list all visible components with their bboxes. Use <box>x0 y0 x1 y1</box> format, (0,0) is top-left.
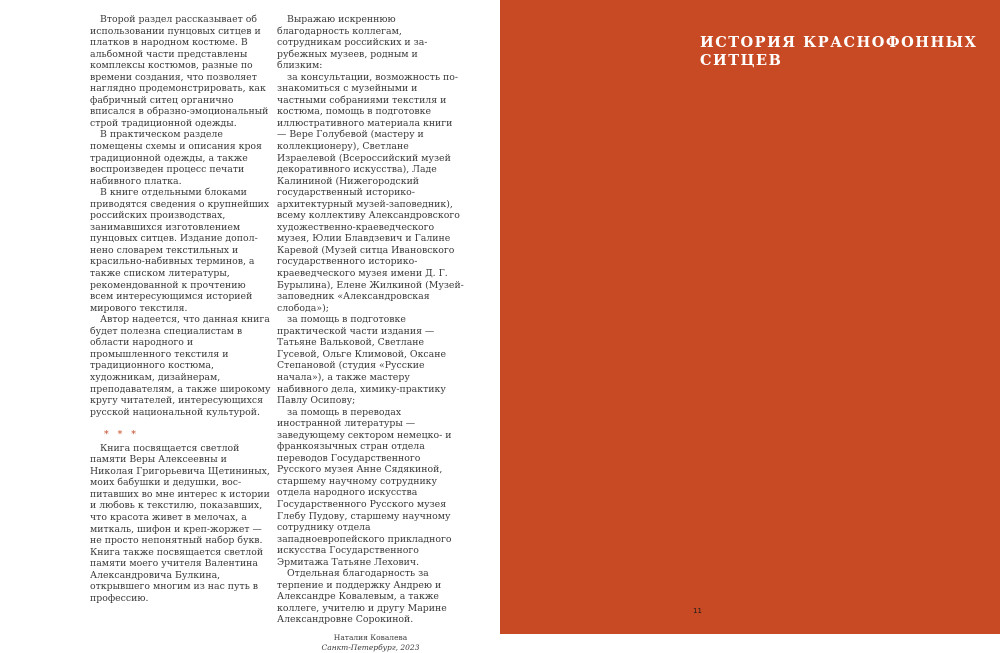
signature-place-date: Санкт-Петербург, 2023 <box>321 642 420 652</box>
chapter-title: ИСТОРИЯ КРАСНОФОННЫХ СИТЦЕВ <box>700 34 978 69</box>
body-paragraph: за помощь в переводах иностранной литературы — заведующему сектором немецко- и франкоязычных стран отдела переводов Государственного Русского музея Анне Сядякиной, старшему научному сотруднику отдела народного искусства Государственного Русского музея Глебу Пудову, старшему научному сотруднику отдела западноевропейского прикладного искусства Государственного Эрмитажа Татьяне Лехович. <box>277 406 452 568</box>
dedication-paragraph: Книга посвящается светлой памяти Веры Алексеевны и Николая Григорьевича Щетининых, моих бабушки и дедушки, воспитавших во мне интерес к истории и любовь к текстилю, показавших, что красота живет в мелочах, а миткаль, шифон и креп-жоржет — не просто непонятный набор букв. Книга также посвящается светлой памяти моего учителя Валентина Александровича Булкина, открывшего многим из нас путь в профессию. <box>90 442 270 604</box>
signature-name: Наталия Ковалева <box>333 632 408 642</box>
right-page <box>500 0 1000 634</box>
text-column-right <box>277 14 464 653</box>
body-paragraph: Выражаю искреннюю благодарность коллегам, сотрудникам российских и зарубежных музеев, родным и близким: <box>277 14 428 72</box>
body-paragraph: Автор надеется, что данная книга будет полезна специалистам в области народного и промышленного текстиля и традиционного костюма, художникам, дизайнерам, преподавателям, а также широкому кругу читателей, интересующихся русской национальной культурой. <box>90 314 271 418</box>
section-separator: * * * <box>104 429 139 441</box>
body-paragraph: за консультации, возможность познакомиться с музейными и частными собраниями текстиля и костюма, помощь в подготовке иллюстративного материала книги — Вере Голубевой (мастеру и коллекционеру), Светлане Израелевой (Всероссийский музей декоративного искусства), Ладе Калининой (Нижегородский государственный историко-архитектурный музей-заповедник), всему коллективу Александровского художественно-краеведческого музея, Юлии Блавдзевич и Галине Каревой (Музей ситца Ивановского государственного историко-краеведческого музея имени Д. Г. Бурылина), Елене Жилкиной (Музей-заповедник «Александровская слобода»); <box>277 71 464 314</box>
body-paragraph: Отдельная благодарность за терпение и поддержку Андрею и Александре Ковалевым, а также коллеге, учителю и другу Марине Александровне Сорокиной. <box>277 568 447 626</box>
body-paragraph: Второй раздел рассказывает об использовании пунцовых ситцев и платков в народном костюме. В альбомной части представлены комплексы костюмов, разные по времени создания, что позволяет наглядно продемонстрировать, как фабричный ситец органично вписался в образно-эмоциональный строй традиционной одежды. <box>90 14 269 129</box>
page-number: 11 <box>693 607 702 615</box>
body-paragraph: В книге отдельными блоками приводятся сведения о крупнейших российских производствах, занимавшихся изготовлением пунцовых ситцев. Издание дополнено словарем текстильных и красильно-набивных терминов, а также списком литературы, рекомендованной к прочтению всем интересующимся историей мирового текстиля. <box>90 187 270 314</box>
signature <box>277 633 464 653</box>
left-page <box>0 0 500 652</box>
body-paragraph: за помощь в подготовке практической части издания — Татьяне Вальковой, Светлане Гусевой, Ольге Климовой, Оксане Степановой (студия «Русские начала»), а также мастеру набивного дела, химику-практику Павлу Осипову; <box>277 314 446 407</box>
text-column-left <box>90 14 271 604</box>
body-paragraph: В практическом разделе помещены схемы и описания кроя традиционной одежды, а также воспроизведен процесс печати набивного платка. <box>90 129 262 187</box>
